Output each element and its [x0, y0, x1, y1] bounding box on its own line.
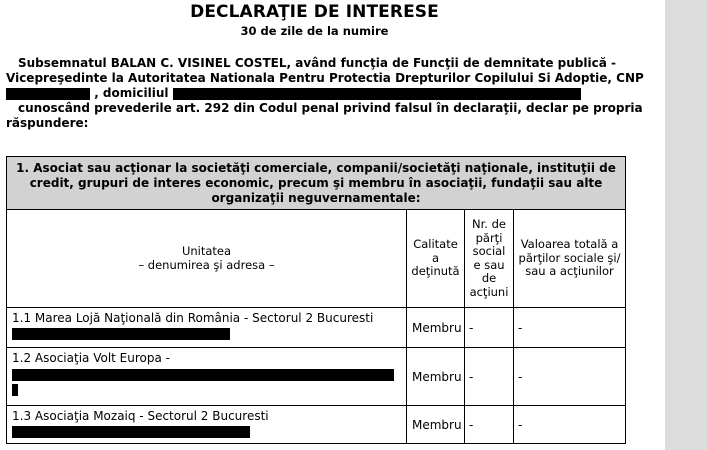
document-subtitle: 30 de zile de la numire [240, 24, 389, 38]
row-valoare: - [514, 406, 626, 444]
col-header-unit-line1: Unitatea [181, 244, 232, 258]
col-header-unit-line2: – denumirea şi adresa – [138, 257, 275, 272]
row-nr-parti: - [465, 348, 514, 406]
intro-line-1: Subsemnatul BALAN C. VISINEL COSTEL, având funcţia de Funcţii de demnitate publică - [18, 56, 616, 70]
interests-table [6, 156, 626, 444]
intro-paragraph [6, 56, 644, 131]
redacted-address [12, 328, 230, 340]
col-header-nr-parti: Nr. de părţi social e sau de acţiuni [465, 210, 514, 308]
row-calitate: Membru [407, 308, 465, 348]
row-nr-parti: - [465, 308, 514, 348]
row-valoare: - [514, 348, 626, 406]
row-nr-parti: - [465, 406, 514, 444]
row-unit-name: 1.3 Asociaţia Mozaiq - Sectorul 2 Bucuresti [12, 409, 269, 423]
row-calitate: Membru [407, 348, 465, 406]
table-row [7, 406, 626, 444]
redacted-address [173, 88, 581, 100]
intro-line-5: răspundere: [6, 116, 89, 130]
row-valoare: - [514, 308, 626, 348]
table-row [7, 308, 626, 348]
domiciliu-label: , domiciliul [94, 86, 169, 100]
document-title: DECLARAŢIE DE INTERESE [190, 2, 439, 22]
redacted-address [12, 426, 250, 438]
row-unit-cell [7, 406, 407, 444]
row-unit-name: 1.2 Asociaţia Volt Europa - [12, 351, 170, 365]
intro-line-3 [6, 86, 626, 101]
redacted-address [12, 384, 18, 396]
row-unit-cell [7, 308, 407, 348]
intro-line-2: Vicepreşedinte la Autoritatea Nationala Pentru Protectia Drepturilor Copilului Si Adoptie, CNP [6, 71, 644, 85]
table-row [7, 348, 626, 406]
row-unit-name: 1.1 Marea Lojă Naţională din România - Sectorul 2 Bucuresti [12, 311, 374, 325]
redacted-address [12, 369, 394, 381]
col-header-calitate: Calitate a deţinută [407, 210, 465, 308]
redacted-cnp [6, 88, 90, 100]
col-header-valoare: Valoarea totală a părţilor sociale şi/ sau a acţiunilor [514, 210, 626, 308]
viewer-side-panel [665, 0, 707, 450]
row-calitate: Membru [407, 406, 465, 444]
section-header: 1. Asociat sau acţionar la societăţi comerciale, companii/societăţi naţionale, instituţii de credit, grupuri de interes economic, precum şi membru în asociaţii, fundaţii sau alte organizaţii neguvernamentale: [7, 157, 626, 210]
row-unit-cell [7, 348, 407, 406]
intro-line-4: cunoscând prevederile art. 292 din Codul penal privind falsul în declaraţii, declar pe propria [18, 101, 643, 115]
col-header-unit [7, 210, 407, 308]
